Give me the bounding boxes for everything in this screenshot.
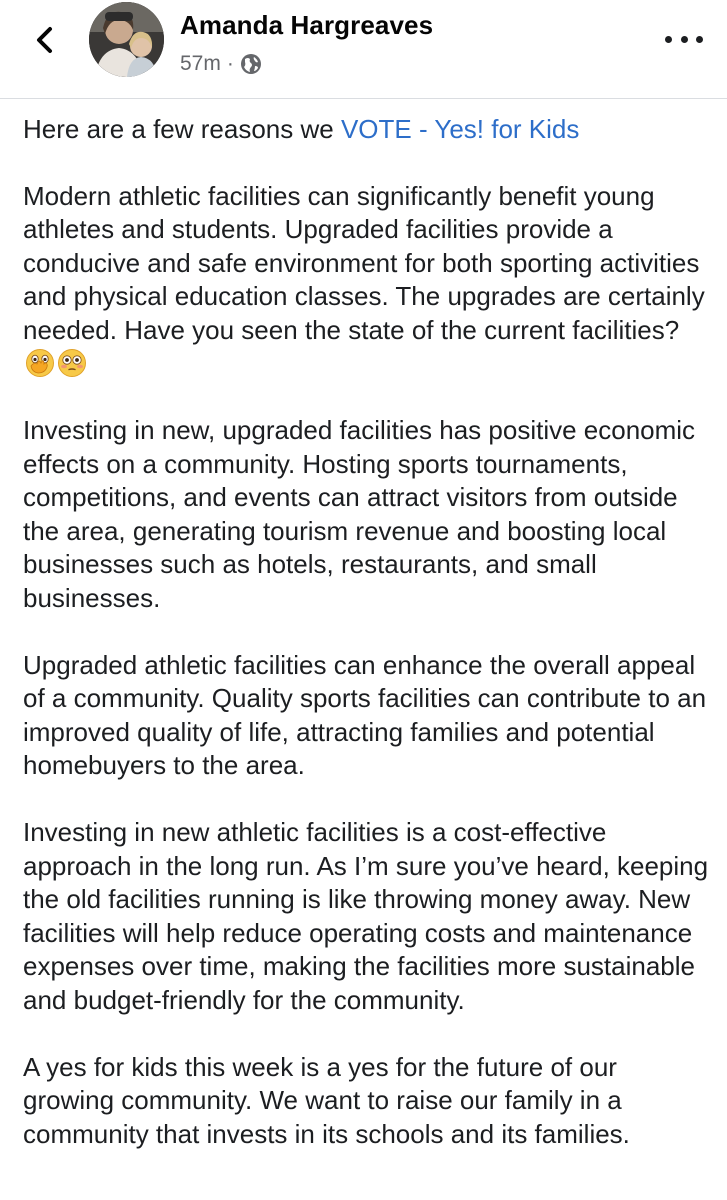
post-body (23, 113, 713, 1185)
globe-icon (240, 53, 262, 75)
paragraph-text: Modern athletic facilities can significantly benefit young athletes and students. Upgraded facilities provide a conducive and safe environment for both sporting activities and physical education classes. The upgrades are certainly needed. Have you seen the state of the current facilities? (23, 180, 705, 345)
avatar[interactable] (89, 2, 164, 77)
more-horizontal-icon (696, 36, 703, 43)
post-header (0, 0, 727, 99)
post-paragraph-2: Investing in new, upgraded facilities has positive economic effects on a community. Hosting sports tournaments, competitions, and events can attract visitors from outside the area, generating tourism revenue and boosting local businesses such as hotels, restaurants, and small businesses. (23, 415, 696, 613)
avatar-photo (89, 2, 164, 77)
more-horizontal-icon (665, 36, 672, 43)
chevron-left-icon (28, 22, 64, 58)
post-paragraph-1 (23, 180, 713, 381)
post-paragraph-4: Investing in new athletic facilities is a cost-effective approach in the long run. As I’m sure you’ve heard, keeping the old facilities running is like throwing money away. New facilities will help reduce operating costs and maintenance expenses over time, making the facilities more sustainable and budget-friendly for the community. (23, 817, 709, 1015)
more-horizontal-icon (681, 36, 688, 43)
face-with-open-eyes-and-hand-over-mouth-emoji (25, 348, 55, 378)
author-name[interactable]: Amanda Hargreaves (180, 10, 434, 40)
intro-text: Here are a few reasons we (23, 114, 341, 144)
more-options-button[interactable] (662, 26, 706, 52)
meta-separator: · (226, 52, 234, 75)
flushed-face-emoji (57, 348, 87, 378)
vote-link[interactable]: VOTE - Yes! for Kids (340, 114, 580, 144)
back-button[interactable] (28, 22, 64, 58)
post-meta (180, 50, 262, 78)
post-paragraph-5: A yes for kids this week is a yes for the future of our growing community. We want to raise our family in a community that invests in its schools and its families. (23, 1051, 630, 1149)
post-timestamp[interactable]: 57m (180, 52, 221, 75)
post-intro (23, 113, 713, 147)
post-paragraph-3: Upgraded athletic facilities can enhance the overall appeal of a community. Quality sports facilities can contribute to an improved quality of life, attracting families and potential homebuyers to the area. (23, 649, 707, 780)
